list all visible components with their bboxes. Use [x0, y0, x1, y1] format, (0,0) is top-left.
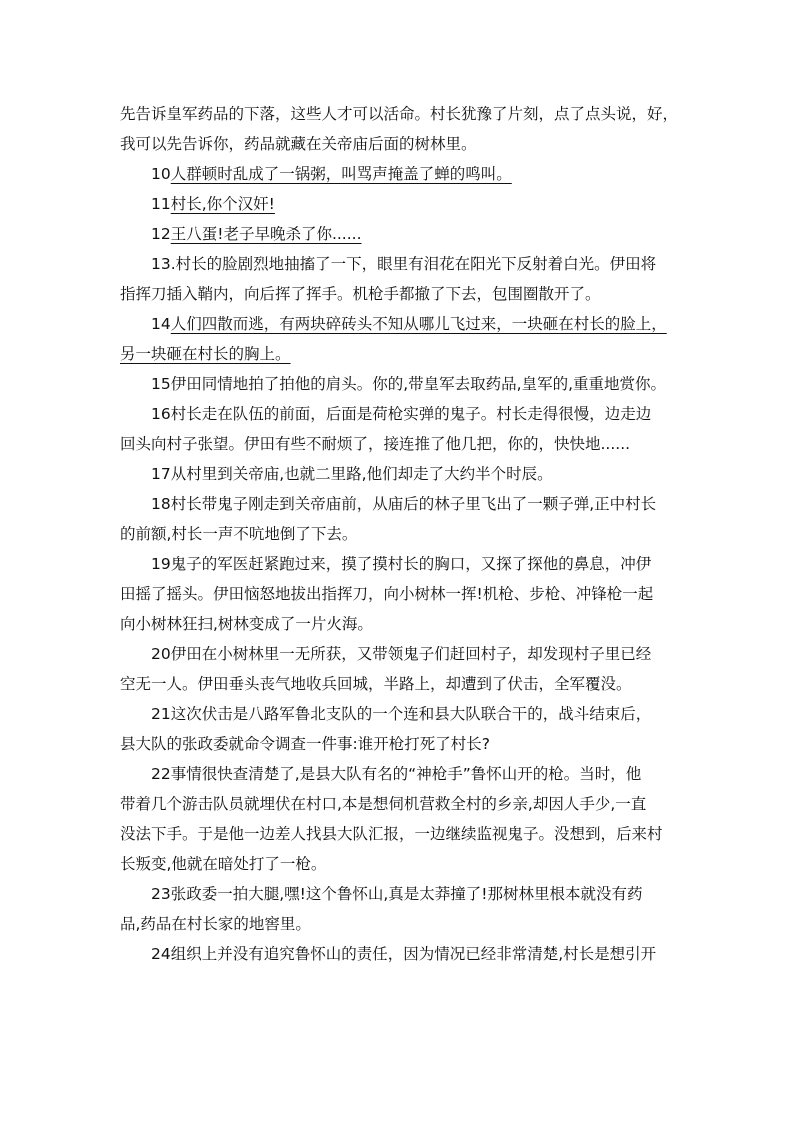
paragraph-line — [120, 909, 700, 939]
paragraph-text: 的前额,村长一声不吭地倒了下去。 — [120, 525, 358, 543]
paragraph-number: 23 — [151, 885, 171, 903]
underlined-text: 人群顿时乱成了一锅粥，叫骂声掩盖了蝉的鸣叫。 — [170, 165, 512, 183]
paragraph-number: 12 — [151, 225, 171, 243]
paragraph-line — [120, 429, 700, 459]
paragraph-text: 村长走在队伍的前面，后面是荷枪实弹的鬼子。村长走得很慢，边走边 — [170, 405, 652, 423]
paragraph-text: 鬼子的军医赶紧跑过来，摸了摸村长的胸口，又探了探他的鼻息，冲伊 — [170, 555, 652, 573]
paragraph-line — [120, 879, 700, 909]
paragraph — [120, 309, 700, 369]
paragraph-line — [120, 549, 700, 579]
paragraph-text: 我可以先告诉你，药品就藏在关帝庙后面的树林里。 — [120, 135, 477, 153]
paragraph-line — [120, 669, 700, 699]
paragraph-text: 空无一人。伊田垂头丧气地收兵回城，半路上，却遭到了伏击，全军覆没。 — [120, 675, 632, 693]
paragraph-line — [120, 699, 700, 729]
paragraph-text: 长叛变,他就在暗处打了一枪。 — [120, 855, 327, 873]
paragraph-line — [120, 759, 700, 789]
paragraph-number: 15 — [151, 375, 171, 393]
paragraph-text: 没法下手。于是他一边差人找县大队汇报，一边继续监视鬼子。没想到，后来村 — [120, 825, 663, 843]
paragraph-line — [120, 819, 700, 849]
paragraph-text: 这次伏击是八路军鲁北支队的一个连和县大队联合干的，战斗结束后， — [170, 705, 652, 723]
paragraph-text: 回头向村子张望。伊田有些不耐烦了，接连推了他几把，你的，快快地...... — [120, 435, 631, 453]
paragraph-number: 11 — [151, 195, 171, 213]
paragraph-text: 从村里到关帝庙,也就二里路,他们却走了大约半个时辰。 — [170, 465, 553, 483]
paragraph-text: 带着几个游击队员就埋伏在村口,本是想伺机营救全村的乡亲,却因人手少,一直 — [120, 795, 647, 813]
paragraph-line — [120, 219, 700, 249]
paragraph-line — [120, 639, 700, 669]
paragraph-number: 18 — [151, 495, 171, 513]
paragraph-line — [120, 99, 700, 129]
paragraph-line — [120, 339, 700, 369]
underlined-text: 人们四散而逃，有两块碎砖头不知从哪儿飞过来，一块砸在村长的脸上， — [170, 315, 667, 333]
paragraph-line — [120, 129, 700, 159]
paragraph-text: 村长的脸剧烈地抽搐了一下，眼里有泪花在阳光下反射着白光。伊田将 — [175, 255, 657, 273]
paragraph-line — [120, 399, 700, 429]
paragraph-line — [120, 519, 700, 549]
paragraph-line — [120, 729, 700, 759]
paragraph-line — [120, 849, 700, 879]
document-page — [120, 99, 700, 969]
paragraph — [120, 219, 700, 249]
paragraph — [120, 189, 700, 219]
paragraph — [120, 399, 700, 459]
underlined-text: 村长,你个汉奸! — [170, 195, 275, 213]
paragraph-text: 伊田在小树林里一无所获，又带领鬼子们赶回村子，却发现村子里已经 — [170, 645, 652, 663]
paragraph-text: 张政委一拍大腿,嘿!这个鲁怀山,真是太莽撞了!那树林里根本就没有药 — [170, 885, 643, 903]
paragraph-number: 22 — [151, 765, 171, 783]
underlined-text: 王八蛋!老子早晚杀了你...... — [170, 225, 362, 243]
paragraph-text: 县大队的张政委就命令调查一件事:谁开枪打死了村长? — [120, 735, 490, 753]
paragraph-number: 20 — [151, 645, 171, 663]
paragraph — [120, 249, 700, 309]
paragraph-line — [120, 369, 700, 399]
paragraph-line — [120, 159, 700, 189]
paragraph-number: 21 — [151, 705, 171, 723]
paragraph-line — [120, 279, 700, 309]
paragraph-line — [120, 609, 700, 639]
paragraph-number: 16 — [151, 405, 171, 423]
paragraph — [120, 549, 700, 639]
paragraph-line — [120, 489, 700, 519]
paragraph-number: 17 — [151, 465, 171, 483]
paragraph — [120, 879, 700, 939]
paragraph-text: 指挥刀插入鞘内，向后挥了挥手。机枪手都撤了下去，包围圈散开了。 — [120, 285, 601, 303]
paragraph — [120, 159, 700, 189]
paragraph-line — [120, 579, 700, 609]
paragraph-text: 品,药品在村长家的地窖里。 — [120, 915, 311, 933]
paragraph-line — [120, 939, 700, 969]
paragraph — [120, 489, 700, 549]
paragraph-text: 向小树林狂扫,树林变成了一片火海。 — [120, 615, 373, 633]
paragraph-line — [120, 459, 700, 489]
paragraph-line — [120, 309, 700, 339]
paragraph-number: 24 — [151, 945, 171, 963]
paragraph — [120, 639, 700, 699]
paragraph-text: 伊田同情地拍了拍他的肩头。你的,带皇军去取药品,皇军的,重重地赏你。 — [170, 375, 667, 393]
paragraph — [120, 939, 700, 969]
paragraph-line — [120, 249, 700, 279]
paragraph — [120, 369, 700, 399]
paragraph-number: 10 — [151, 165, 171, 183]
paragraph-line — [120, 789, 700, 819]
paragraph-text: 先告诉皇军药品的下落，这些人才可以活命。村长犹豫了片刻，点了点头说，好， — [120, 105, 679, 123]
paragraph-text: 事情很快查清楚了,是县大队有名的“神枪手”鲁怀山开的枪。当时，他 — [170, 765, 642, 783]
paragraph-line — [120, 189, 700, 219]
paragraph — [120, 99, 700, 159]
paragraph — [120, 759, 700, 879]
paragraph — [120, 459, 700, 489]
paragraph-text: 田摇了摇头。伊田恼怒地拔出指挥刀，向小树林一挥!机枪、步枪、冲锋枪一起 — [120, 585, 654, 603]
paragraph — [120, 699, 700, 759]
underlined-text: 另一块砸在村长的胸上。 — [120, 345, 291, 363]
paragraph-number: 14 — [151, 315, 171, 333]
paragraph-number: 19 — [151, 555, 171, 573]
paragraph-number: 13. — [151, 255, 176, 273]
paragraph-text: 村长带鬼子刚走到关帝庙前，从庙后的林子里飞出了一颗子弹,正中村长 — [170, 495, 657, 513]
paragraph-text: 组织上并没有追究鲁怀山的责任，因为情况已经非常清楚,村长是想引开 — [170, 945, 657, 963]
